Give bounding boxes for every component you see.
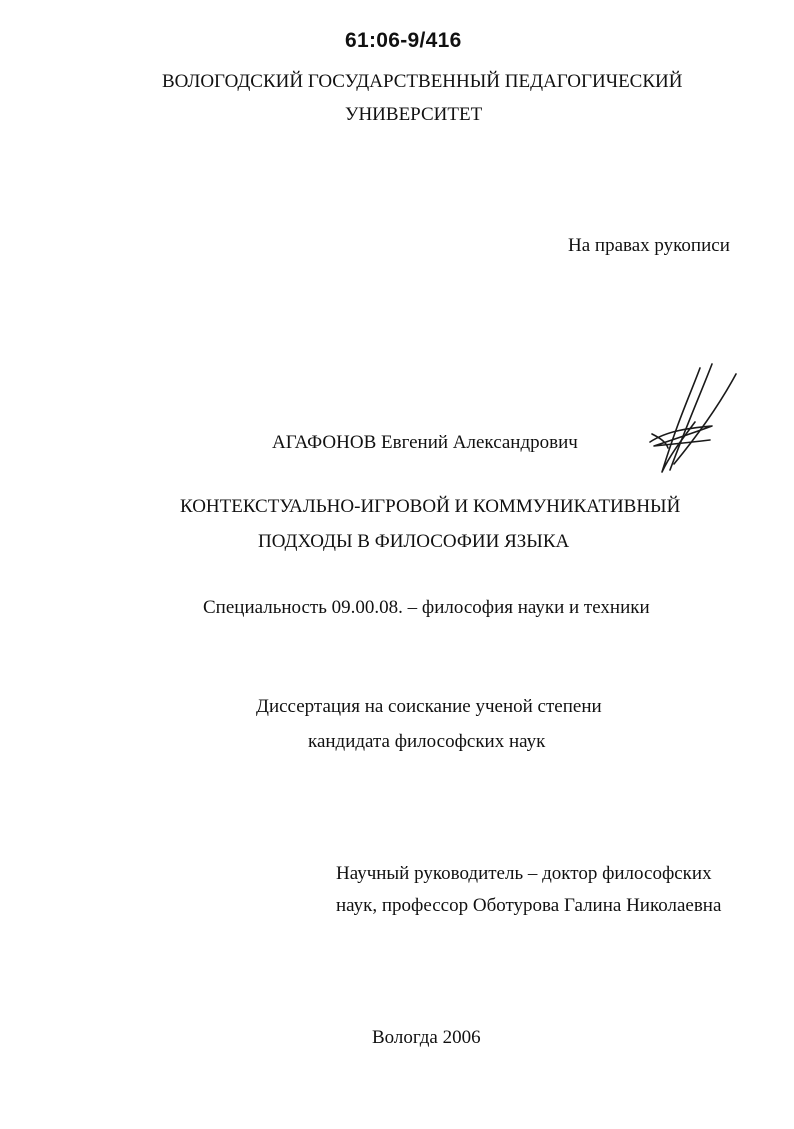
specialty: Специальность 09.00.08. – философия науки и техники	[203, 597, 650, 618]
supervisor-line-2: наук, профессор Оботурова Галина Николаевна	[336, 895, 722, 916]
university-name-line-2: УНИВЕРСИТЕТ	[345, 104, 483, 125]
signature-stroke	[674, 374, 736, 464]
university-name-line-1: ВОЛОГОДСКИЙ ГОСУДАРСТВЕННЫЙ ПЕДАГОГИЧЕСКИЙ	[162, 71, 683, 92]
author-name: АГАФОНОВ Евгений Александрович	[272, 432, 578, 453]
degree-line-1: Диссертация на соискание ученой степени	[256, 696, 602, 717]
degree-line-2: кандидата философских наук	[308, 731, 546, 752]
manuscript-rights-note: На правах рукописи	[568, 235, 730, 256]
thesis-title-line-2: ПОДХОДЫ В ФИЛОСОФИИ ЯЗЫКА	[258, 531, 570, 552]
signature-stroke	[650, 426, 712, 446]
handwritten-signature-icon	[640, 360, 750, 480]
city-year: Вологда 2006	[372, 1027, 481, 1048]
signature-stroke	[670, 364, 712, 470]
supervisor-line-1: Научный руководитель – доктор философских	[336, 863, 712, 884]
thesis-title-line-1: КОНТЕКСТУАЛЬНО-ИГРОВОЙ И КОММУНИКАТИВНЫЙ	[180, 496, 681, 517]
archive-code: 61:06-9/416	[345, 29, 462, 52]
